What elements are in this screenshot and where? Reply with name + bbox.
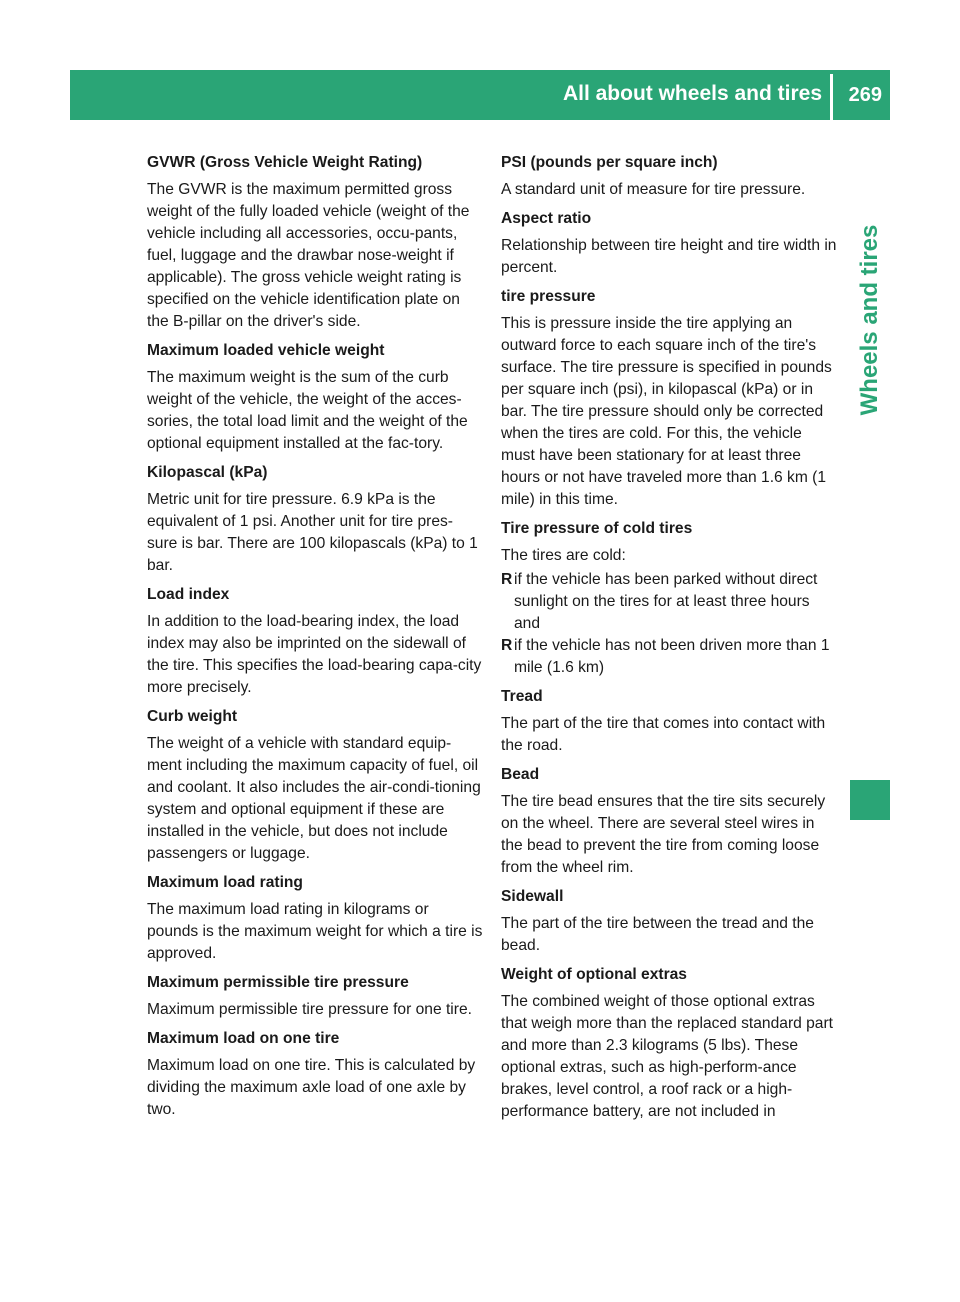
bullet-icon: R (501, 571, 513, 588)
glossary-entry-optional-extras (501, 965, 837, 1123)
entry-text: The tires are cold: (501, 547, 626, 564)
glossary-entry-gvwr (147, 153, 483, 333)
entry-title: Aspect ratio (501, 210, 592, 227)
entry-text: In addition to the load-bearing index, the load index may also be imprinted on the sidewall of the tire. This specifies the load-bearing capa-city more precisely. (147, 613, 482, 696)
glossary-entry-tire-pressure (501, 287, 837, 511)
bullet-list (501, 569, 837, 679)
entry-text: The weight of a vehicle with standard equip-ment including the maximum capacity of fuel, oil and coolant. It also includes the air-condi-tioning system and optional equipment if these are installed in the vehicle, but does not include passengers or luggage. (147, 735, 481, 862)
entry-title: Maximum permissible tire pressure (147, 974, 409, 991)
chapter-tab (850, 120, 890, 710)
glossary-entry-sidewall (501, 887, 837, 957)
glossary-entry-tread (501, 687, 837, 757)
section-title: All about wheels and tires (562, 82, 822, 105)
entry-title: Maximum loaded vehicle weight (147, 342, 385, 359)
entry-title: Sidewall (501, 888, 564, 905)
right-column (501, 153, 837, 1131)
glossary-entry-psi (501, 153, 837, 201)
entry-title: tire pressure (501, 288, 596, 305)
glossary-entry-max-tire-pressure (147, 973, 483, 1021)
entry-text: Metric unit for tire pressure. 6.9 kPa is the equivalent of 1 psi. Another unit for tire pres-sure is bar. There are 100 kilopascals (kPa) to 1 bar. (147, 491, 478, 574)
entry-title: Maximum load on one tire (147, 1030, 340, 1047)
glossary-entry-max-load-rating (147, 873, 483, 965)
entry-text: The part of the tire between the tread and the bead. (501, 915, 814, 954)
glossary-entry-kilopascal (147, 463, 483, 577)
entry-title: Bead (501, 766, 540, 783)
entry-text: The maximum weight is the sum of the curb weight of the vehicle, the weight of the acces-sories, the total load limit and the weight of the optional equipment installed at the fac-tory. (147, 369, 468, 452)
entry-title: PSI (pounds per square inch) (501, 154, 718, 171)
list-item-text: if the vehicle has not been driven more than 1 mile (1.6 km) (514, 637, 830, 676)
entry-text: The tire bead ensures that the tire sits securely on the wheel. There are several steel wires in the bead to prevent the tire from coming loose from the wheel rim. (501, 793, 826, 876)
entry-title: Curb weight (147, 708, 238, 725)
glossary-entry-aspect-ratio (501, 209, 837, 279)
glossary-entry-bead (501, 765, 837, 879)
list-item (501, 635, 837, 679)
glossary-entry-curb-weight (147, 707, 483, 865)
glossary-entry-max-loaded-weight (147, 341, 483, 455)
glossary-entry-load-index (147, 585, 483, 699)
entry-title: Kilopascal (kPa) (147, 464, 268, 481)
entry-title: Tread (501, 688, 543, 705)
entry-text: The GVWR is the maximum permitted gross weight of the fully loaded vehicle (weight of the vehicle including all accessories, occu-pants, fuel, luggage and the drawbar nose-weight if applicable). The gross vehicle weight rating is specified on the vehicle identification plate on the B-pillar on the driver's side. (147, 181, 470, 330)
glossary-entry-max-load-one-tire (147, 1029, 483, 1121)
entry-text: The maximum load rating in kilograms or pounds is the maximum weight for which a tire is approved. (147, 901, 483, 962)
entry-title: Tire pressure of cold tires (501, 520, 693, 537)
list-item (501, 569, 837, 635)
left-column (147, 153, 483, 1129)
entry-title: Maximum load rating (147, 874, 303, 891)
list-item-text: if the vehicle has been parked without direct sunlight on the tires for at least three hours and (514, 571, 818, 632)
entry-text: Maximum load on one tire. This is calculated by dividing the maximum axle load of one axle by two. (147, 1057, 476, 1118)
entry-text: Maximum permissible tire pressure for one tire. (147, 1001, 472, 1018)
entry-title: GVWR (Gross Vehicle Weight Rating) (147, 154, 423, 171)
chapter-tab-label: Wheels and tires (856, 224, 883, 416)
header-divider (830, 74, 833, 120)
entry-title: Load index (147, 586, 230, 603)
entry-text: The combined weight of those optional extras that weigh more than the replaced standard part and more than 2.3 kilograms (5 lbs). These optional extras, such as high-perform-ance brakes, level control, a roof rack or a high-performance battery, are not included in (501, 993, 834, 1120)
entry-text: The part of the tire that comes into contact with the road. (501, 715, 826, 754)
entry-text: Relationship between tire height and tire width in percent. (501, 237, 837, 276)
bullet-icon: R (501, 637, 513, 654)
page-number: 269 (848, 84, 882, 106)
chapter-marker (850, 780, 890, 820)
entry-text: A standard unit of measure for tire pressure. (501, 181, 806, 198)
entry-text: This is pressure inside the tire applying an outward force to each square inch of the tire's surface. The tire pressure is specified in pounds per square inch (psi), in kilopascal (kPa) or in bar. The tire pressure should only be corrected when the tires are cold. For this, the vehicle must have been stationary for at least three hours or not have traveled more than 1.6 km (1 mile) in this time. (501, 315, 832, 508)
page-header (70, 70, 890, 120)
entry-title: Weight of optional extras (501, 966, 687, 983)
glossary-entry-cold-tires (501, 519, 837, 679)
